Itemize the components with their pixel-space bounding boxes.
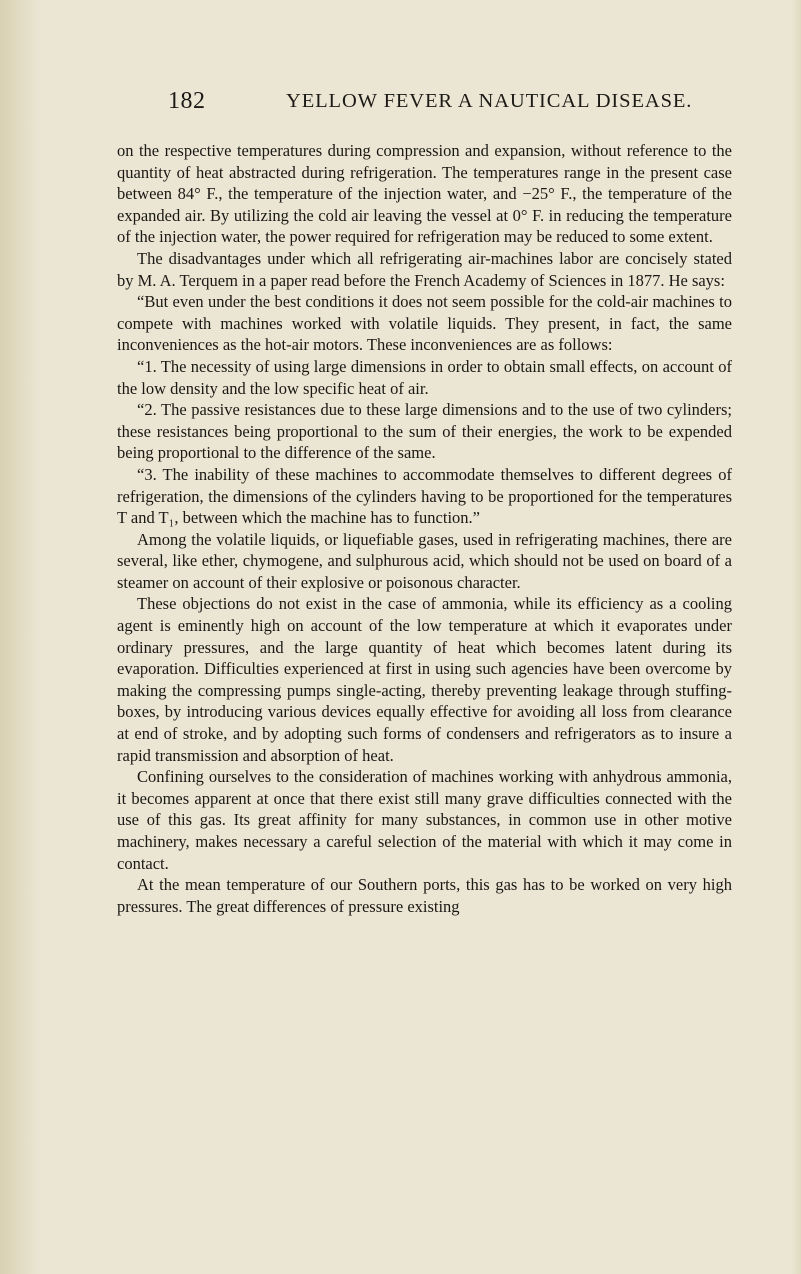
paragraph: Confining ourselves to the consideration of machines working with anhydrous ammonia, it becomes apparent at once that there exist still many grave difficulties connected with the use of this gas. Its great affinity for many substances, in common use in other motive machinery, makes necessary a careful selection of the material with which it may come in contact. (117, 767, 732, 873)
paragraph: The disadvantages under which all refrigerating air-machines labor are concisely stated by M. A. Terquem in a paper read before the French Academy of Sciences in 1877. He says: (117, 248, 732, 290)
paragraph: These objections do not exist in the case of ammonia, while its efficiency as a cooling agent is eminently high on account of the low temperature at which it evaporates under ordinary pressures, and the large quantity of heat which becomes latent during its evaporation. Difficulties experienced at first in using such agencies have been overcome by making the compressing pumps single-acting, thereby preventing leakage through stuffing-boxes, by introducing various devices equally effective for avoiding all loss from clearance at end of stroke, and by adopting such forms of condensers and refrigerators as to insure a rapid transmission and absorption of heat. (117, 594, 732, 765)
body-text (117, 140, 732, 917)
paragraph: on the respective temperatures during compression and expansion, without reference to the quantity of heat abstracted during refrigeration. The temperatures range in the present case between 84° F., the temperature of the injection water, and −25° F., the temperature of the expanded air. By utilizing the cold air leaving the vessel at 0° F. in reducing the temperature of the injection water, the power required for refrigeration may be reduced to some extent. (117, 141, 732, 247)
running-header (168, 88, 728, 118)
page-number: 182 (168, 88, 206, 114)
running-title: YELLOW FEVER A NAUTICAL DISEASE. (286, 90, 693, 112)
page-gutter-shadow (0, 0, 40, 1274)
page-edge (791, 0, 801, 1274)
quote-item-3: “3. The inability of these machines to accommodate themselves to different degrees of refrigeration, the dimensions of the cylinders having to be proportioned for the temperatures T and T₁, between which the machine has to function.” (117, 464, 732, 528)
quote-paragraph: “But even under the best conditions it does not seem possible for the cold-air machines to compete with machines worked with volatile liquids. They present, in fact, the same inconveniences as the hot-air motors. These inconveniences are as follows: (117, 292, 732, 355)
paragraph: Among the volatile liquids, or liquefiable gases, used in refrigerating machines, there are several, like ether, chymogene, and sulphurous acid, which should not be used on board of a steamer on account of their explosive or poisonous character. (117, 529, 732, 592)
quote-item-1: “1. The necessity of using large dimensions in order to obtain small effects, on account of the low density and the low specific heat of air. (117, 356, 732, 398)
paragraph: At the mean temperature of our Southern ports, this gas has to be worked on very high pressures. The great differences of pressure existing (117, 875, 732, 916)
quote-item-2: “2. The passive resistances due to these large dimensions and to the use of two cylinders; these resistances being proportional to the sum of their energies, the work to be expended being proportional to the difference of the same. (117, 400, 732, 463)
